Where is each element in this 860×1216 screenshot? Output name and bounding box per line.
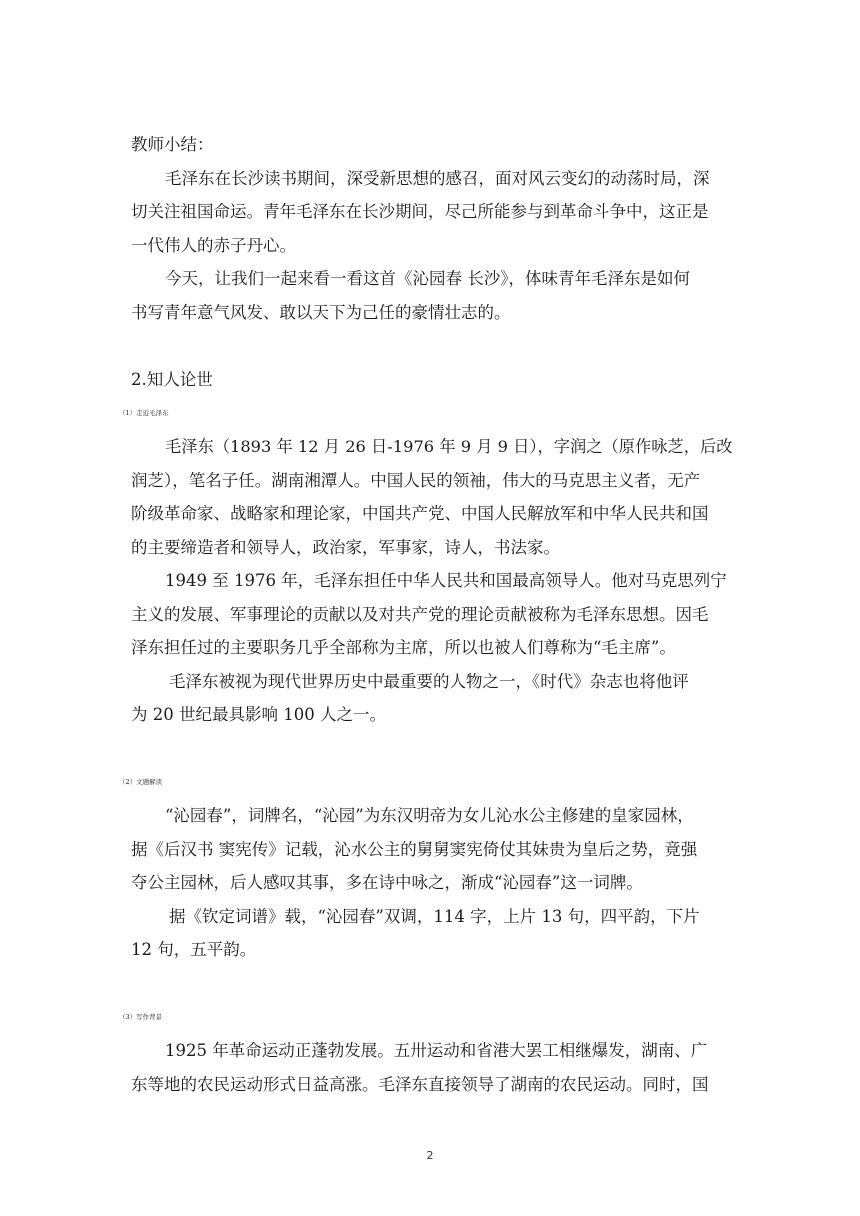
text-line: 一代伟人的赤子丹心。	[131, 235, 296, 255]
text-line: 的主要缔造者和领导人，政治家，军事家，诗人，书法家。	[131, 537, 560, 557]
text-line: 12 句，五平韵。	[131, 940, 257, 959]
title-interpretation-paragraph	[131, 799, 737, 900]
leadership-paragraph	[131, 564, 737, 665]
text-line: 主义的发展、军事理论的贡献以及对共产党的理论贡献被称为毛泽东思想。因毛	[131, 604, 709, 624]
blank-line	[131, 967, 737, 1001]
text-line: 为 20 世纪最具影响 100 人之一。	[131, 705, 386, 724]
influence-paragraph	[131, 665, 737, 732]
text-line: 泽东担任过的主要职务几乎全部称为主席，所以也被人们尊称为“毛主席”。	[131, 638, 676, 657]
text-line: 夺公主园林，后人感叹其事，多在诗中咏之，渐成“沁园春”这一词牌。	[131, 873, 643, 892]
text-line: 切关注祖国命运。青年毛泽东在长沙期间，尽己所能参与到革命斗争中，这正是	[131, 202, 709, 221]
text-line: “沁园春”，词牌名，“沁园”为东汉明帝为女儿沁水公主修建的皇家园林，	[165, 806, 694, 825]
biography-paragraph	[131, 430, 737, 564]
blank-line	[131, 329, 737, 363]
document-body	[119, 128, 737, 1101]
text-line: 毛泽东被视为现代世界历史中最重要的人物之一，《时代》杂志也将他评	[169, 671, 689, 691]
text-line: 据《钦定词谱》载，“沁园春”双调，114 字，上片 13 句，四平韵，下片	[169, 906, 700, 926]
text-line: 东等地的农民运动形式日益高涨。毛泽东直接领导了湖南的农民运动。同时，国	[131, 1074, 709, 1094]
background-paragraph	[131, 1034, 737, 1101]
text-line: 润芝），笔名子任。湖南湘潭人。中国人民的领袖，伟大的马克思主义者，无产	[131, 470, 701, 490]
section-heading: 2.知人论世	[131, 370, 213, 389]
text-line: 阶级革命家、战略家和理论家，中国共产党、中国人民解放军和中华人民共和国	[131, 504, 709, 523]
cipai-paragraph	[131, 900, 737, 967]
summary-heading: 教师小结：	[131, 135, 214, 154]
subsection-heading: （3）写作背景	[119, 1012, 163, 1021]
summary-paragraph-2	[131, 262, 737, 329]
text-line: 1925 年革命运动正蓬勃发展。五卅运动和省港大罢工相继爆发，湖南、广	[165, 1041, 708, 1060]
blank-line	[131, 732, 737, 766]
summary-paragraph-1	[131, 162, 737, 263]
subsection-heading: （1）走近毛泽东	[119, 408, 169, 417]
text-line: 据《后汉书 窦宪传》记载，沁水公主的舅舅窦宪倚仗其妹贵为皇后之势，竟强	[131, 839, 698, 859]
text-line: 毛泽东（1893 年 12 月 26 日-1976 年 9 月 9 日），字润之（原作咏芝，后改	[165, 437, 733, 456]
subsection-heading: （2）文题解读	[119, 777, 163, 786]
text-line: 今天，让我们一起来看一看这首《沁园春 长沙》，体味青年毛泽东是如何	[165, 269, 690, 288]
text-line: 1949 至 1976 年，毛泽东担任中华人民共和国最高领导人。他对马克思列宁	[165, 571, 727, 590]
page-number: 2	[426, 1149, 434, 1162]
text-line: 毛泽东在长沙读书期间，深受新思想的感召，面对风云变幻的动荡时局，深	[165, 168, 710, 188]
text-line: 书写青年意气风发、敢以天下为己任的豪情壮志的。	[131, 302, 511, 322]
